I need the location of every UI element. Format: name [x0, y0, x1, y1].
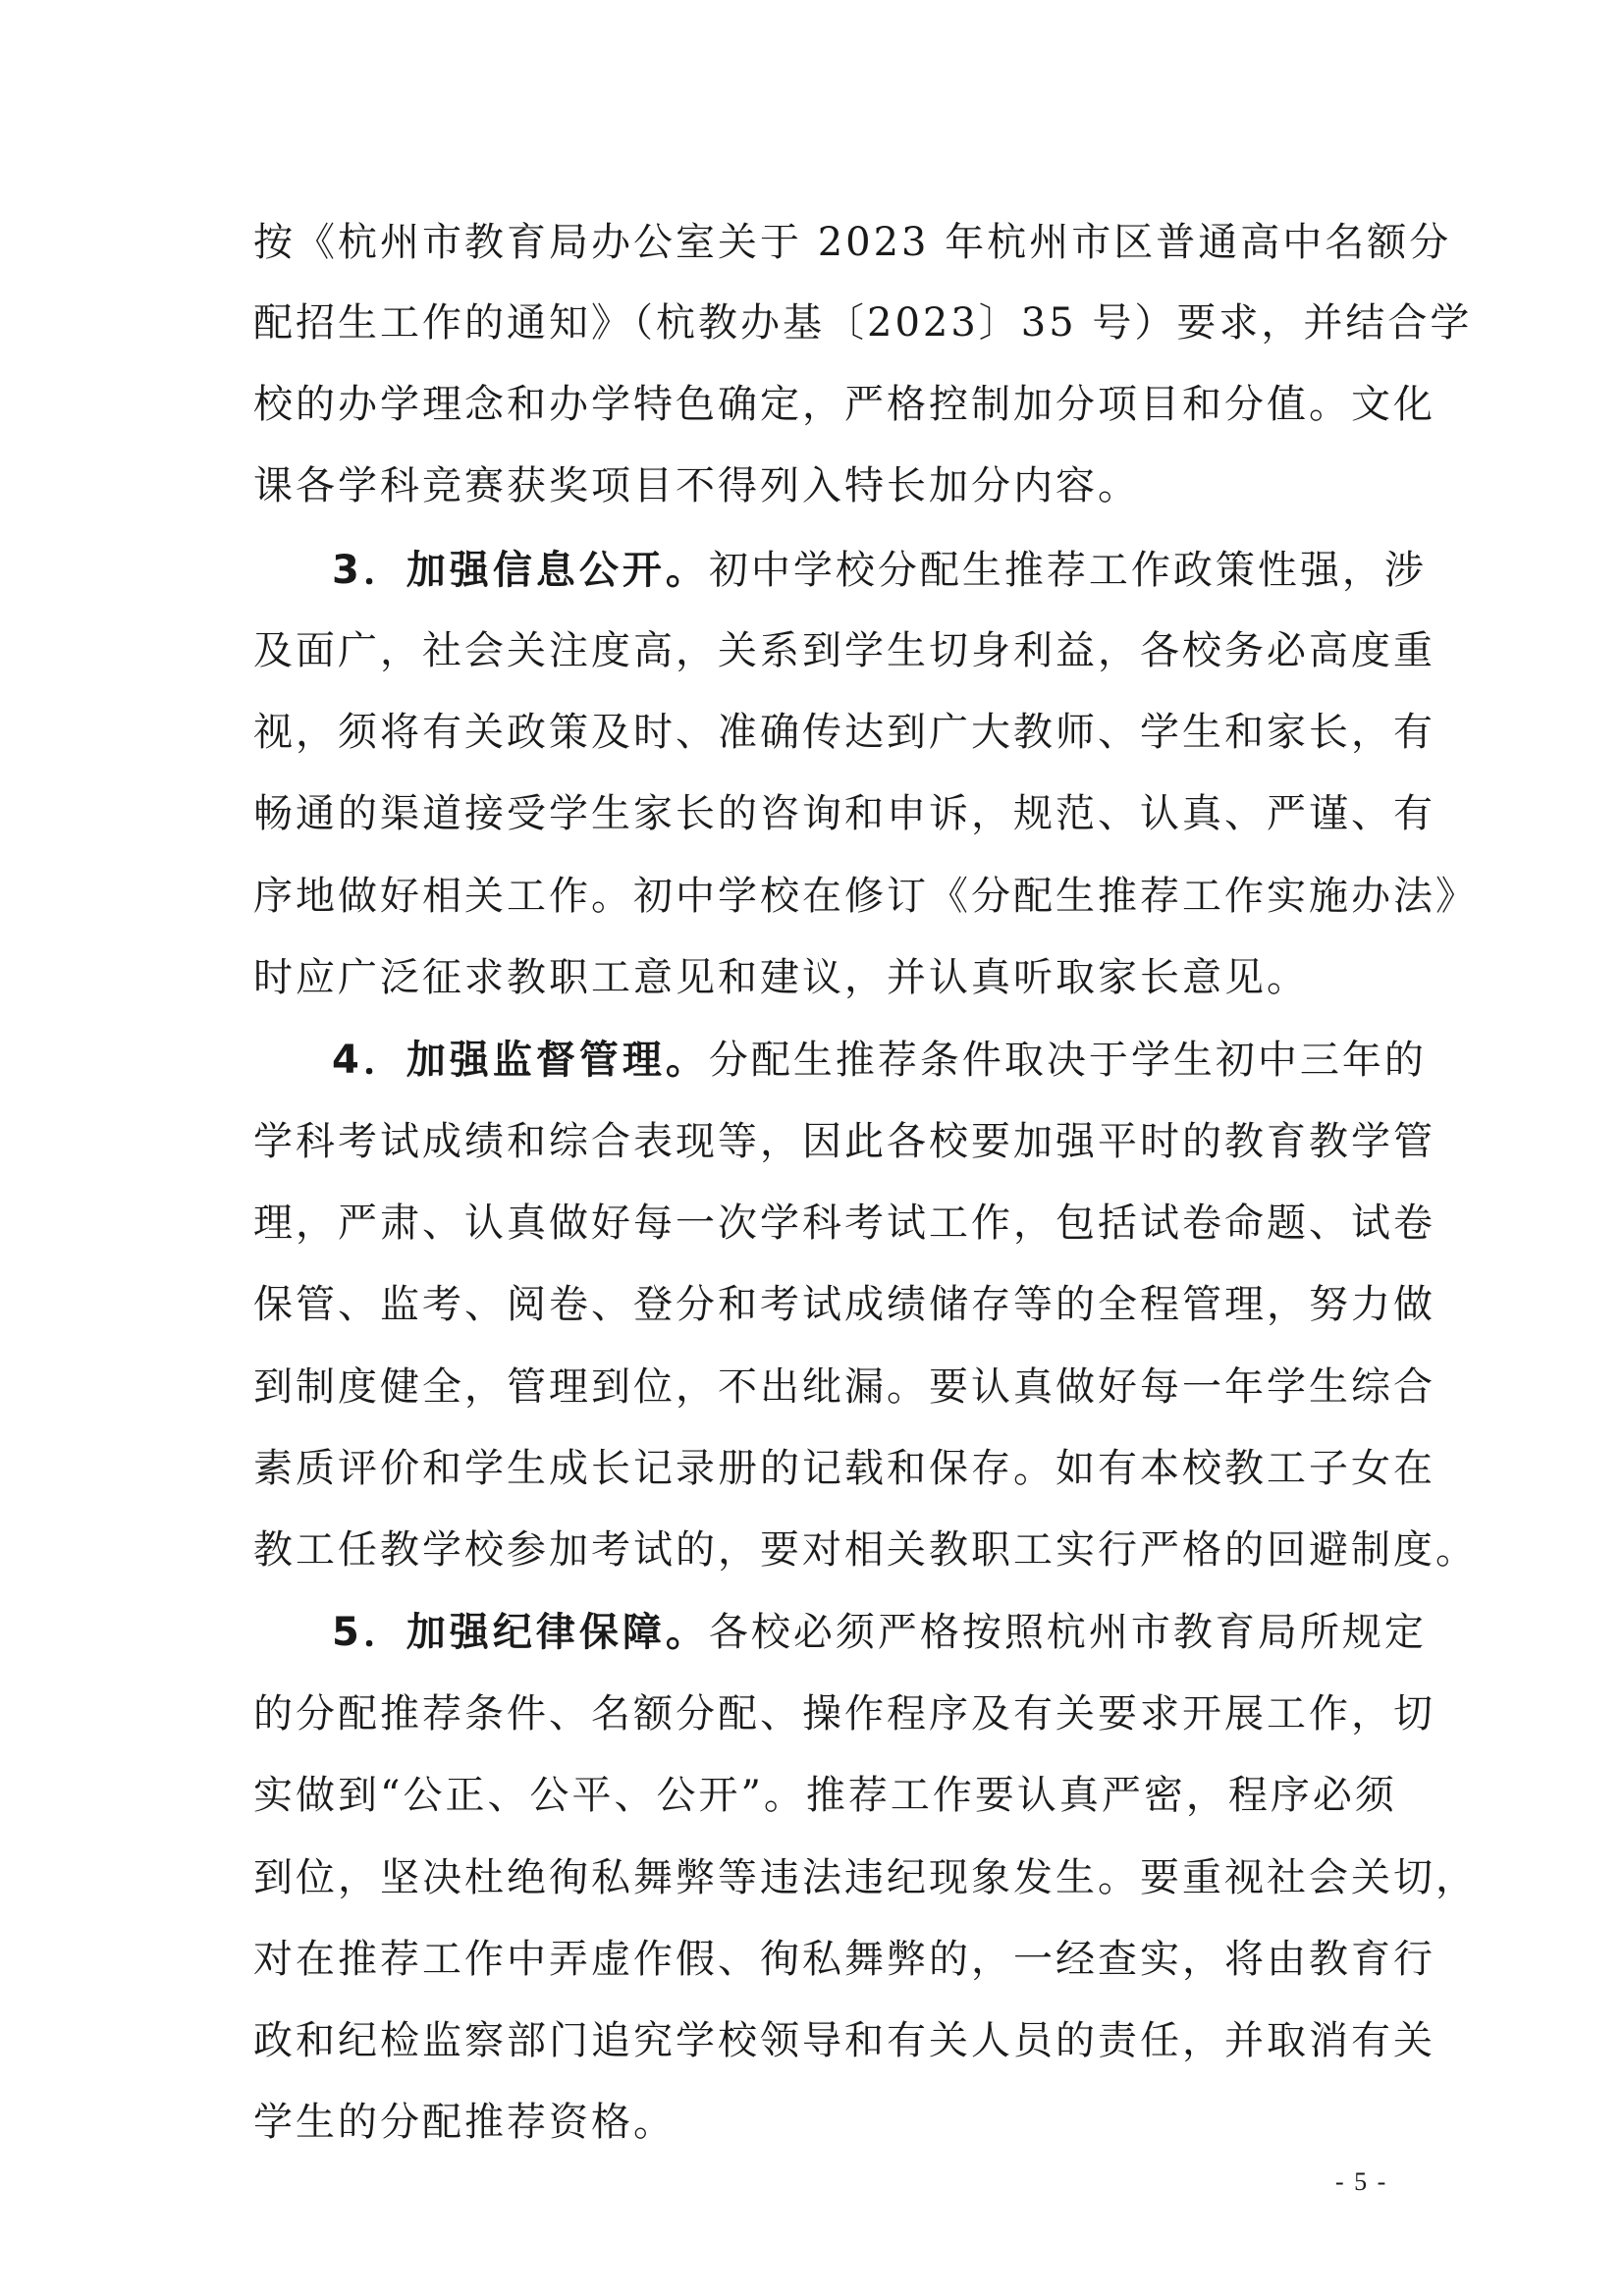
body-text-line: 政和纪检监察部门追究学校领导和有关人员的责任，并取消有关 [253, 2018, 1435, 2063]
body-text-line: 到位，坚决杜绝徇私舞弊等违法违纪现象发生。要重视社会关切， [253, 1855, 1478, 1900]
body-text-line: 畅通的渠道接受学生家长的咨询和申诉，规范、认真、严谨、有 [253, 791, 1435, 836]
section-3-first-line [332, 542, 1427, 599]
body-text-line: 学生的分配推荐资格。 [253, 2100, 676, 2145]
section-4-first-line [332, 1032, 1427, 1089]
body-text-line: 按《杭州市教育局办公室关于 2023 年杭州市区普通高中名额分 [253, 220, 1452, 265]
section-5-heading: 5．加强纪律保障。 [332, 1610, 709, 1655]
body-text-line: 到制度健全，管理到位，不出纰漏。要认真做好每一年学生综合 [253, 1364, 1435, 1410]
body-text-segment: 初中学校分配生推荐工作政策性强，涉 [708, 548, 1427, 593]
body-text-line: 对在推荐工作中弄虚作假、徇私舞弊的，一经查实，将由教育行 [253, 1937, 1435, 1982]
section-5-first-line [332, 1604, 1427, 1661]
section-3-heading: 3．加强信息公开。 [332, 548, 709, 593]
body-text-line: 理，严肃、认真做好每一次学科考试工作，包括试卷命题、试卷 [253, 1201, 1435, 1246]
body-text-line: 配招生工作的通知》（杭教办基〔2023〕35 号）要求，并结合学 [253, 300, 1473, 346]
body-text-line: 教工任教学校参加考试的，要对相关教职工实行严格的回避制度。 [253, 1527, 1478, 1573]
body-text-line: 的分配推荐条件、名额分配、操作程序及有关要求开展工作，切 [253, 1691, 1435, 1736]
body-text-line: 素质评价和学生成长记录册的记载和保存。如有本校教工子女在 [253, 1446, 1435, 1491]
body-text-line: 及面广，社会关注度高，关系到学生切身利益，各校务必高度重 [253, 628, 1435, 673]
body-text-line: 时应广泛征求教职工意见和建议，并认真听取家长意见。 [253, 955, 1309, 1000]
body-text-line: 课各学科竞赛获奖项目不得列入特长加分内容。 [253, 463, 1140, 508]
body-text-segment: 各校必须严格按照杭州市教育局所规定 [708, 1610, 1427, 1655]
page-number: - 5 - [1335, 2167, 1388, 2196]
body-text-line: 实做到“公正、公平、公开”。推荐工作要认真严密，程序必须 [253, 1773, 1397, 1818]
body-text-line: 序地做好相关工作。初中学校在修订《分配生推荐工作实施办法》 [253, 874, 1478, 919]
body-text-line: 学科考试成绩和综合表现等，因此各校要加强平时的教育教学管 [253, 1119, 1435, 1164]
body-text-segment: 分配生推荐条件取决于学生初中三年的 [708, 1038, 1427, 1083]
body-text-line: 保管、监考、阅卷、登分和考试成绩储存等的全程管理，努力做 [253, 1282, 1435, 1327]
section-4-heading: 4．加强监督管理。 [332, 1038, 709, 1083]
body-text-line: 视，须将有关政策及时、准确传达到广大教师、学生和家长，有 [253, 710, 1435, 755]
body-text-line: 校的办学理念和办学特色确定，严格控制加分项目和分值。文化 [253, 382, 1435, 427]
